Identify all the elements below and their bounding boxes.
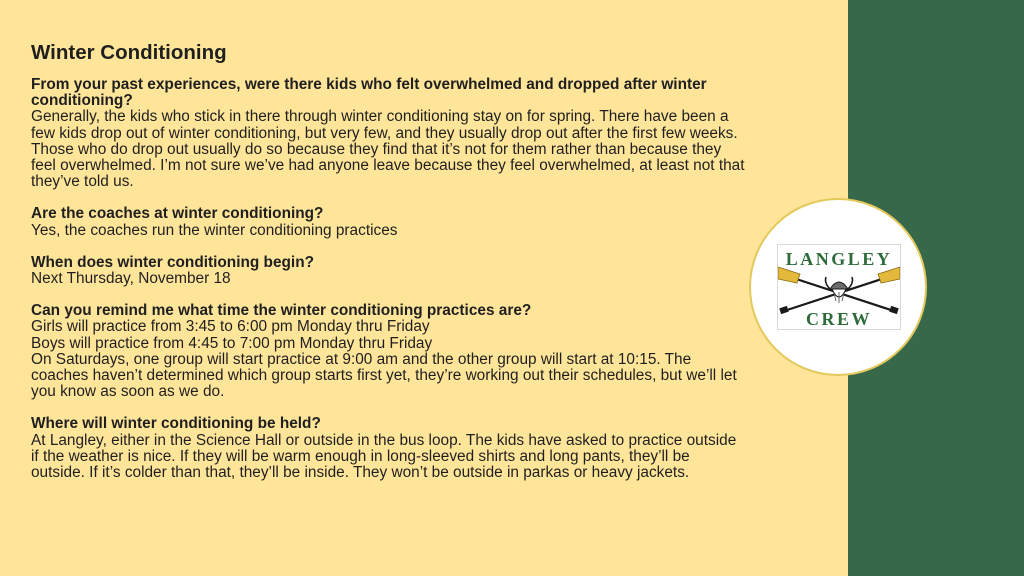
question: Where will winter conditioning be held? (31, 415, 321, 433)
slide-text (31, 38, 746, 497)
answer: Next Thursday, November 18 (31, 270, 231, 288)
slide-title: Winter Conditioning (31, 41, 227, 64)
qa-item (31, 77, 746, 190)
qa-item (31, 206, 746, 238)
answer: At Langley, either in the Science Hall or outside in the bus loop. The kids have asked to practice outside if the weather is nice. If they will be warm enough in long-sleeved shirts and long pants, they’ll be outside. If it’s colder than that, they’ll be inside. They won’t be outside in parkas or heavy jackets. (31, 431, 737, 482)
qa-item (31, 303, 746, 400)
qa-item (31, 255, 746, 287)
qa-item (31, 416, 746, 481)
crossed-oars-viking-icon (778, 245, 900, 329)
answer-line: On Saturdays, one group will start practice at 9:00 am and the other group will start at 10:15. The coaches haven’t determined which group starts first yet, they’re working out their schedules, but we’ll let you know as soon as we do. (31, 350, 737, 401)
logo-bottom-text: CREW (805, 309, 873, 329)
question: From your past experiences, were there kids who felt overwhelmed and dropped after winter conditioning? (31, 76, 707, 110)
question: Are the coaches at winter conditioning? (31, 205, 324, 223)
logo-top-text: LANGLEY (785, 249, 893, 269)
question: Can you remind me what time the winter conditioning practices are? (31, 302, 532, 320)
answer-line: Girls will practice from 3:45 to 6:00 pm Monday thru Friday (31, 318, 430, 336)
question: When does winter conditioning begin? (31, 253, 314, 271)
langley-crew-logo (777, 244, 901, 330)
answer: Yes, the coaches run the winter conditioning practices (31, 221, 398, 239)
answer: Generally, the kids who stick in there through winter conditioning stay on for spring. There have been a few kids drop out of winter conditioning, but very few, and they usually drop out after the first few weeks. Those who do drop out usually do so because they find that it’s not for them rather than because they feel overwhelmed. I’m not sure we’ve had anyone leave because they feel overwhelmed, at least not that they’ve told us. (31, 108, 745, 191)
answer-line: Boys will practice from 4:45 to 7:00 pm Monday thru Friday (31, 334, 433, 352)
